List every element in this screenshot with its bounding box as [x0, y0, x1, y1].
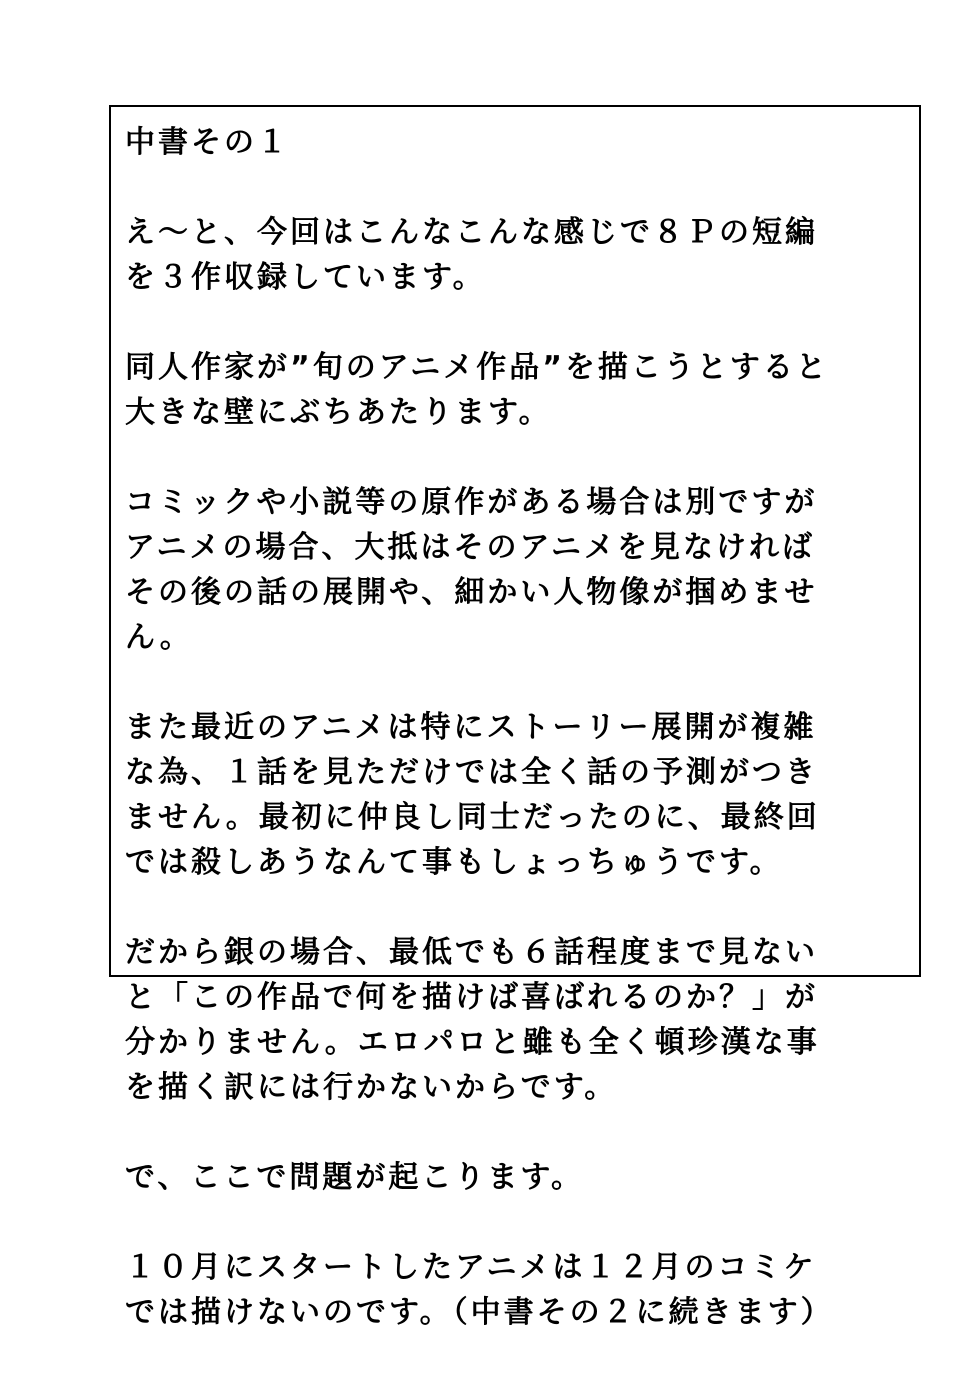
paragraph-4	[125, 705, 915, 885]
paragraph-line: を３作収録しています。	[125, 260, 486, 295]
paragraph-3	[125, 480, 915, 660]
paragraph-line: １０月にスタートしたアニメは１２月のコミケ	[125, 1250, 817, 1285]
paragraph-line: ん。	[125, 620, 193, 655]
paragraph-1	[125, 210, 915, 300]
paragraph-line: 分かりません。エロパロと雖も全く頓珍漢な事	[125, 1025, 820, 1060]
paragraph-line: を描く訳には行かないからです。	[125, 1070, 618, 1105]
paragraph-line: コミックや小説等の原作がある場合は別ですが	[125, 485, 818, 520]
paragraph-line: だから銀の場合、最低でも６話程度まで見ない	[125, 935, 818, 970]
paragraph-5	[125, 930, 915, 1110]
paragraph-2	[125, 345, 915, 435]
paragraph-line: え～と、今回はこんなこんな感じで８Ｐの短編	[125, 215, 818, 250]
heading	[125, 120, 915, 165]
paragraph-6	[125, 1155, 915, 1200]
paragraph-line: で、ここで問題が起こります。	[125, 1160, 584, 1195]
paragraph-line: また最近のアニメは特にストーリー展開が複雑	[125, 710, 817, 745]
paragraph-line: その後の話の展開や、細かい人物像が掴めませ	[125, 575, 818, 610]
paragraph-line: アニメの場合、大抵はそのアニメを見なければ	[125, 530, 815, 565]
paragraph-line: 大きな壁にぶちあたります。	[125, 395, 552, 430]
paragraph-line: ません。最初に仲良し同士だったのに、最終回	[125, 800, 820, 835]
text-block	[125, 120, 915, 1380]
paragraph-line: では描けないのです。（中書その２に続きます）	[125, 1295, 834, 1330]
paragraph-line: では殺しあうなんて事もしょっちゅうです。	[125, 845, 783, 880]
paragraph-7	[125, 1245, 915, 1335]
heading-line: 中書その１	[125, 125, 290, 160]
paragraph-line: 同人作家が”旬のアニメ作品”を描こうとすると	[125, 350, 829, 385]
paragraph-line: な為、１話を見ただけでは全く話の予測がつき	[125, 755, 818, 790]
paragraph-line: と「この作品で何を描けば喜ばれるのか？」が	[125, 980, 818, 1015]
